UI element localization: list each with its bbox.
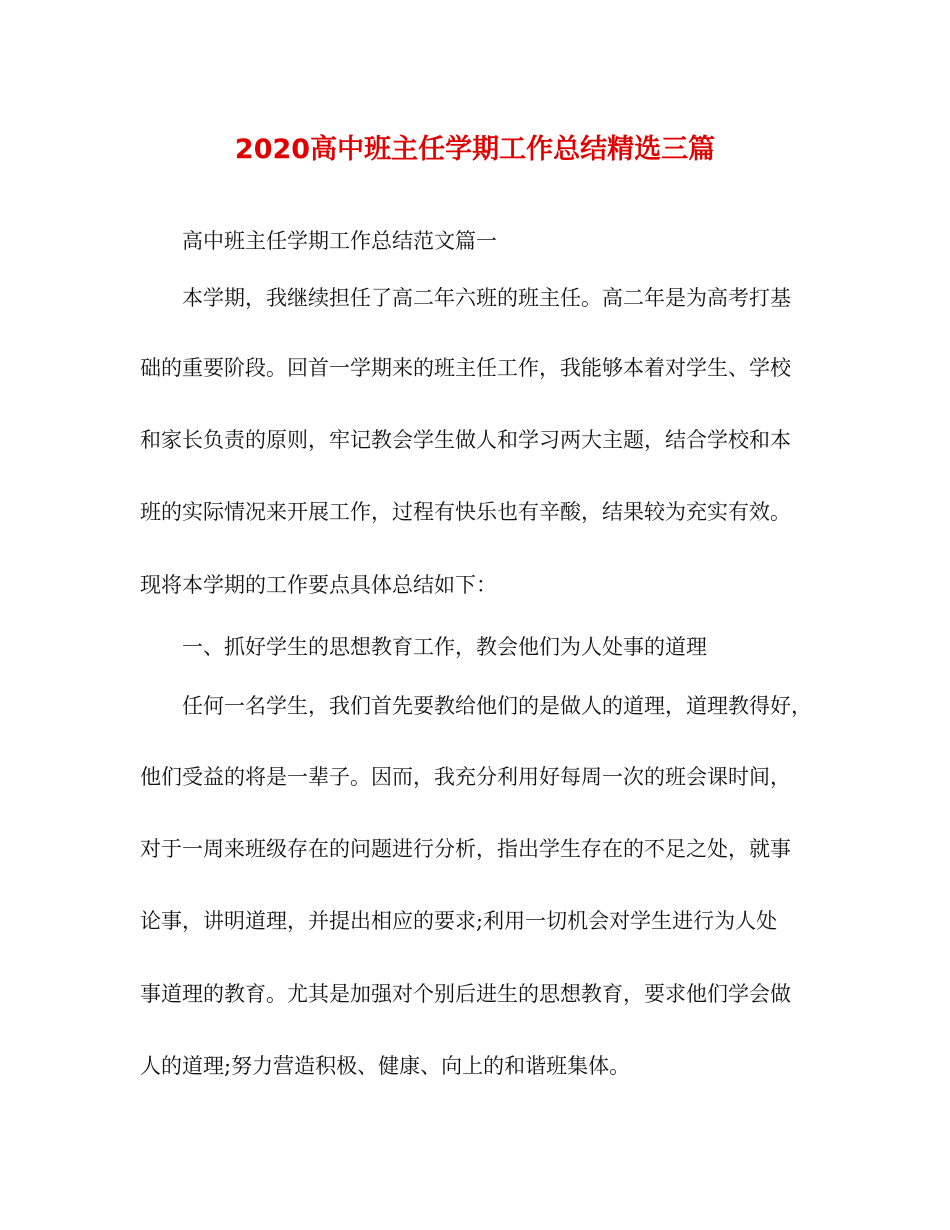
paragraph-line: 和家长负责的原则，牢记教会学生做人和学习两大主题，结合学校和本	[140, 428, 791, 452]
paragraph-line: 对于一周来班级存在的问题进行分析，指出学生存在的不足之处，就事	[140, 837, 791, 861]
paragraph-line: 人的道理;努力营造积极、健康、向上的和谐班集体。	[140, 1054, 631, 1078]
paragraph-line: 本学期，我继续担任了高二年六班的班主任。高二年是为高考打基	[182, 286, 791, 310]
document-title: 2020高中班主任学期工作总结精选三篇	[234, 134, 716, 165]
paragraph-line: 任何一名学生，我们首先要教给他们的是做人的道理，道理教得好，	[182, 694, 812, 718]
paragraph-line: 础的重要阶段。回首一学期来的班主任工作，我能够本着对学生、学校	[140, 356, 791, 380]
paragraph-line: 事道理的教育。尤其是加强对个别后进生的思想教育，要求他们学会做	[140, 982, 791, 1006]
subsection-heading: 一、抓好学生的思想教育工作，教会他们为人处事的道理	[182, 635, 707, 659]
paragraph-line: 论事，讲明道理，并提出相应的要求;利用一切机会对学生进行为人处	[140, 909, 778, 933]
paragraph-line: 现将本学期的工作要点具体总结如下：	[140, 573, 497, 597]
section-heading: 高中班主任学期工作总结范文篇一	[182, 229, 497, 253]
paragraph-line: 班的实际情况来开展工作，过程有快乐也有辛酸，结果较为充实有效。	[140, 500, 791, 524]
paragraph-line: 他们受益的将是一辈子。因而，我充分利用好每周一次的班会课时间，	[140, 765, 791, 789]
